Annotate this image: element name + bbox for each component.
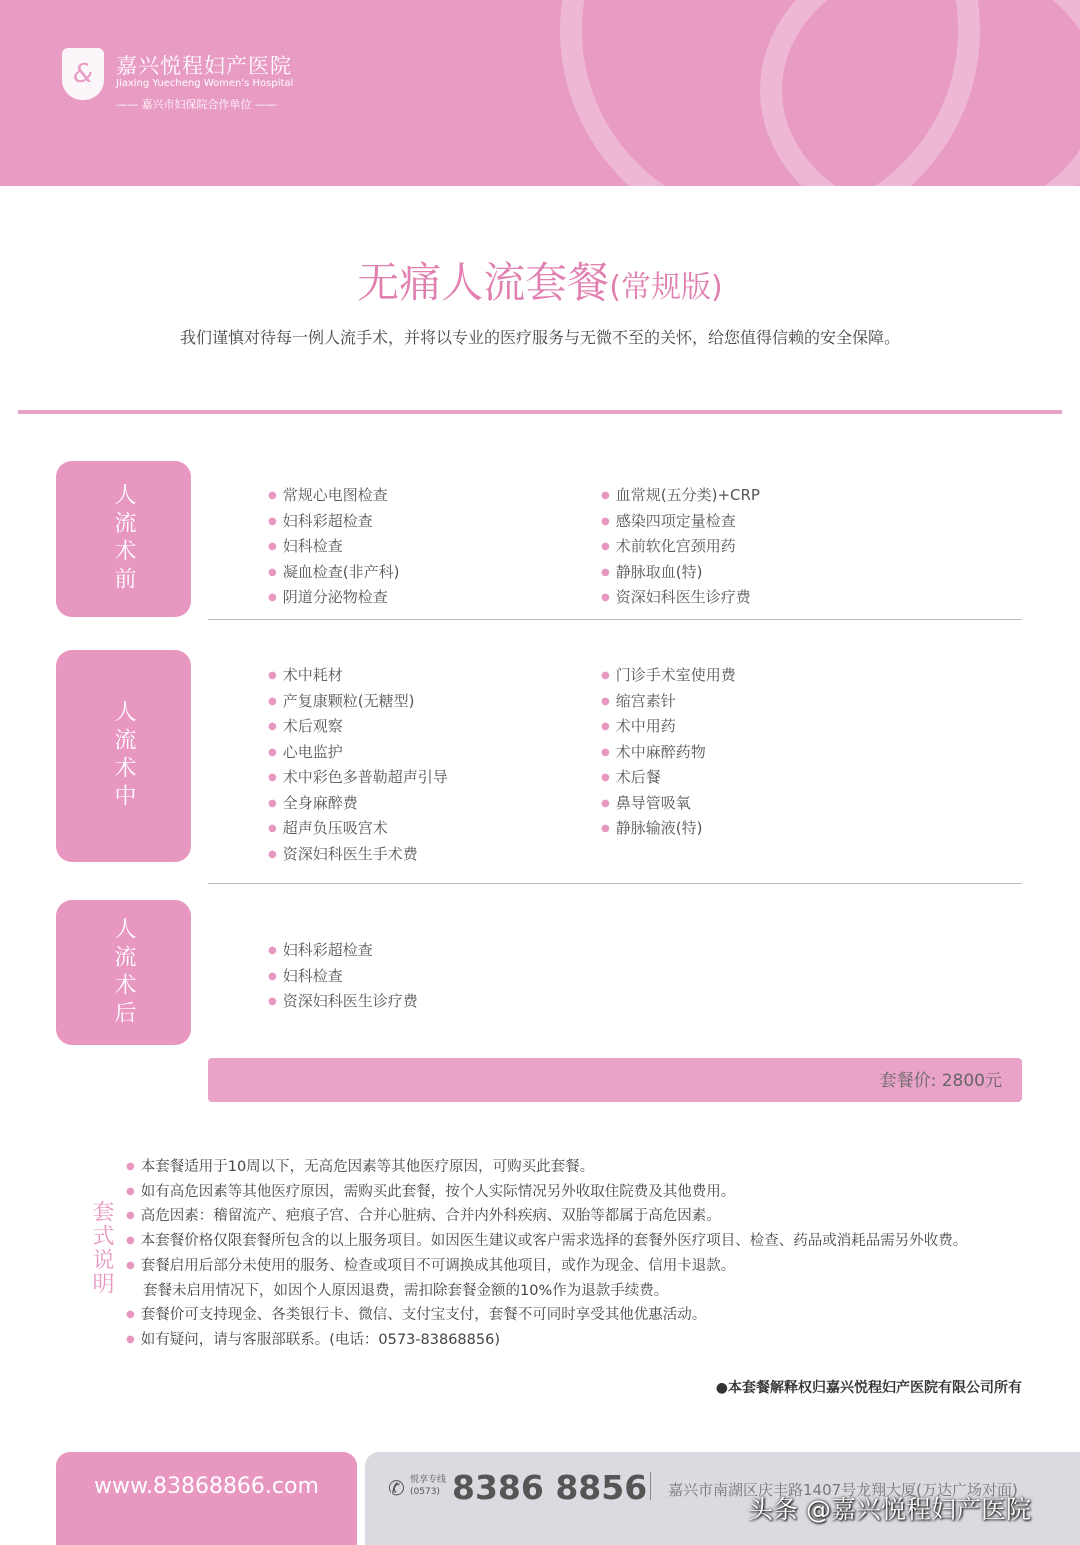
list-item: ● 妇科彩超检查 xyxy=(268,509,399,535)
note-item: ● 套餐启用后部分未使用的服务、检查或项目不可调换成其他项目，或作为现金、信用卡退款。 xyxy=(126,1254,967,1279)
list-item: ● 感染四项定量检查 xyxy=(601,509,760,535)
list-item: ● 超声负压吸宫术 xyxy=(268,816,448,842)
note-item: ● 本套餐价格仅限套餐所包含的以上服务项目。如因医生建议或客户需求选择的套餐外医疗项目、检查、药品或消耗品需另外收费。 xyxy=(126,1229,967,1254)
list-item: ● 资深妇科医生诊疗费 xyxy=(268,989,418,1015)
list-item: ● 常规心电图检查 xyxy=(268,483,399,509)
list-item: ● 资深妇科医生诊疗费 xyxy=(601,585,760,611)
list-item: ● 术前软化宫颈用药 xyxy=(601,534,760,560)
section-label-during: 人流术中 xyxy=(56,650,191,862)
page-title: 无痛人流套餐(常规版) xyxy=(357,258,723,307)
website-link[interactable]: www.83868866.com xyxy=(56,1452,357,1545)
list-item: ● 血常规(五分类)+CRP xyxy=(601,483,760,509)
title-version: (常规版) xyxy=(609,270,723,305)
list-item: ● 产复康颗粒(无糖型) xyxy=(268,689,448,715)
notes-label: 套式说明 xyxy=(89,1200,114,1296)
phone-icon: ✆ xyxy=(388,1476,405,1500)
page-subtitle: 我们谨慎对待每一例人流手术，并将以专业的医疗服务与无微不至的关怀，给您值得信赖的安全保障。 xyxy=(179,328,900,347)
list-item: ● 阴道分泌物检查 xyxy=(268,585,399,611)
list-item: ● 心电监护 xyxy=(268,740,448,766)
note-item: 套餐未启用情况下，如因个人原因退费，需扣除套餐金额的10%作为退款手续费。 xyxy=(143,1282,669,1299)
note-item: ● 高危因素：稽留流产、疤痕子宫、合并心脏病、合并内外科疾病、双胎等都属于高危因素。 xyxy=(126,1204,967,1229)
copyright-note: ●本套餐解释权归嘉兴悦程妇产医院有限公司所有 xyxy=(715,1380,1022,1396)
list-item: ● 妇科彩超检查 xyxy=(268,938,418,964)
section-pre-col2 xyxy=(601,483,760,611)
note-item: ● 套餐价可支持现金、各类银行卡、微信、支付宝支付，套餐不可同时享受其他优惠活动。 xyxy=(126,1303,967,1328)
list-item: ● 缩宫素针 xyxy=(601,689,736,715)
list-item: ● 术中耗材 xyxy=(268,663,448,689)
list-item: ● 静脉取血(特) xyxy=(601,560,760,586)
watermark: 头条 @嘉兴悦程妇产医院 xyxy=(748,1495,1031,1524)
package-price: 套餐价: 2800元 xyxy=(208,1058,1022,1102)
section-during-col2 xyxy=(601,663,736,842)
list-item: ● 妇科检查 xyxy=(268,964,418,990)
section-label-pre: 人流术前 xyxy=(56,461,191,617)
list-item: ● 凝血检查(非产科) xyxy=(268,560,399,586)
section-pre-col1 xyxy=(268,483,399,611)
partner-tagline: —— 嘉兴市妇保院合作单位 —— xyxy=(116,98,277,111)
note-item: ● 本套餐适用于10周以下，无高危因素等其他医疗原因，可购买此套餐。 xyxy=(126,1155,967,1180)
list-item: ● 全身麻醉费 xyxy=(268,791,448,817)
notes-list xyxy=(126,1155,967,1353)
address: 嘉兴市南湖区庆丰路1407号龙翔大厦(万达广场对面) xyxy=(668,1481,1018,1499)
list-item: ● 鼻导管吸氧 xyxy=(601,791,736,817)
list-item: ● 妇科检查 xyxy=(268,534,399,560)
list-item: ● 术中麻醉药物 xyxy=(601,740,736,766)
hospital-logo-icon: & xyxy=(62,48,104,100)
hotline-label: 悦享专线 (0573) xyxy=(410,1475,447,1497)
list-item: ● 门诊手术室使用费 xyxy=(601,663,736,689)
divider xyxy=(208,883,1022,884)
hotline-number[interactable]: 8386 8856 xyxy=(452,1468,648,1507)
section-during-col1 xyxy=(268,663,448,867)
note-item: ● 如有高危因素等其他医疗原因，需购买此套餐，按个人实际情况另外收取住院费及其他费用。 xyxy=(126,1180,967,1205)
hospital-name: 嘉兴悦程妇产医院 xyxy=(116,54,292,78)
hospital-name-en: Jiaxing Yuecheng Women's Hospital xyxy=(116,78,294,89)
note-item: ● 如有疑问，请与客服部联系。(电话：0573-83868856) xyxy=(126,1328,967,1353)
divider xyxy=(650,1472,651,1500)
divider xyxy=(208,619,1022,620)
list-item: ● 静脉输液(特) xyxy=(601,816,736,842)
section-post-col1 xyxy=(268,938,418,1015)
list-item: ● 术中彩色多普勒超声引导 xyxy=(268,765,448,791)
section-label-post: 人流术后 xyxy=(56,900,191,1045)
header-banner xyxy=(0,0,1080,186)
divider xyxy=(18,410,1062,414)
list-item: ● 术中用药 xyxy=(601,714,736,740)
list-item: ● 术后餐 xyxy=(601,765,736,791)
decorative-ribbon xyxy=(760,0,1080,186)
list-item: ● 资深妇科医生手术费 xyxy=(268,842,448,868)
list-item: ● 术后观察 xyxy=(268,714,448,740)
